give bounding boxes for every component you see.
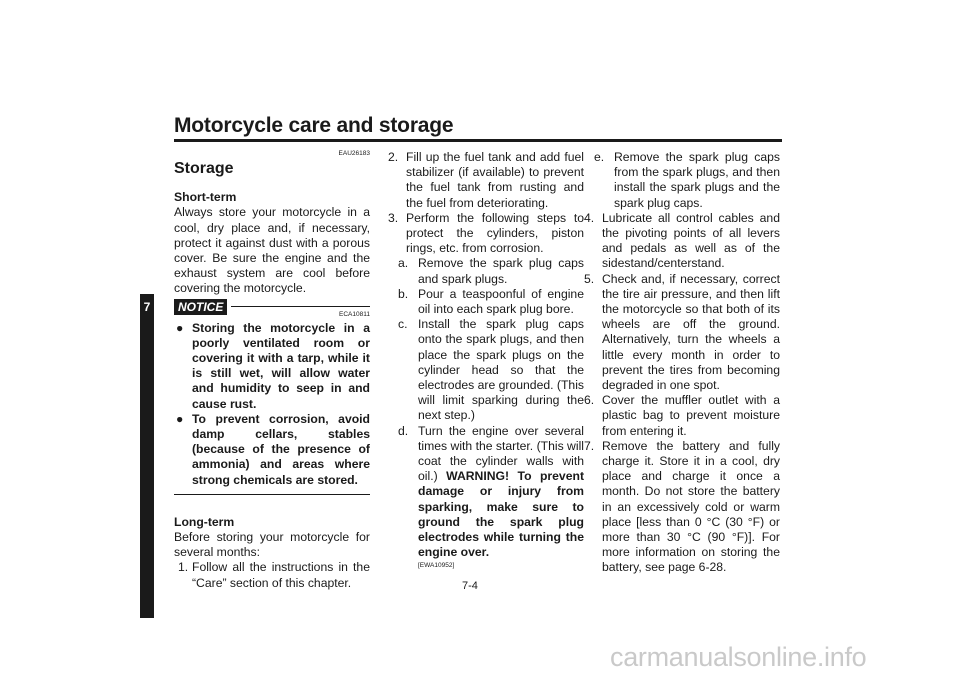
page-header-title: Motorcycle care and storage — [174, 114, 454, 137]
list-item: 3. Perform the following steps to protect the cylinders, piston rings, etc. from corrosion. — [388, 210, 584, 256]
column-1 — [174, 150, 370, 591]
page-number: 7-4 — [462, 580, 478, 592]
chapter-tab-number: 7 — [143, 300, 151, 314]
list-item: 4. Lubricate all control cables and the pivoting points of all levers and pedals as well as of the sidestand/centerstand. — [584, 210, 780, 271]
list-item: 2. Fill up the fuel tank and add fuel stabilizer (if available) to prevent the fuel tank from rusting and the fuel from deteriorating. — [388, 150, 584, 210]
notice-bullet: ● Storing the motorcycle in a poorly ventilated room or covering it with a tarp, while it is still wet, will allow water and humidity to seep in and cause rust. — [176, 320, 370, 411]
bullet-icon: ● — [176, 320, 184, 335]
long-term-heading: Long-term — [174, 514, 235, 529]
sub-list-item: a. Remove the spark plug caps and spark plugs. — [398, 256, 584, 286]
header-rule — [174, 139, 782, 142]
section-code: EAU26183 — [338, 150, 370, 157]
section-title: Storage — [174, 160, 234, 177]
notice-bullet: ● To prevent corrosion, avoid damp cellars, stables (because of the presence of ammonia) and areas where strong chemicals are stored. — [176, 411, 370, 487]
sub-list-item: e. Remove the spark plug caps from the spark plugs, and then install the spark plugs and the spark plug caps. — [594, 150, 780, 210]
watermark: carmanualsonline.info — [610, 642, 867, 672]
notice-code: ECA10811 — [339, 310, 370, 318]
warning-text: WARNING! To prevent damage or injury from sparking, make sure to ground the spark plug electrodes while turning the engine over. — [418, 469, 584, 560]
column-3 — [584, 150, 780, 576]
short-term-text: Always store your motorcycle in a cool, dry place and, if necessary, protect it against dust with a porous cover. Be sure the engine and the exhaust system are cool before covering the motorcycle. — [174, 205, 370, 296]
list-item: 6. Cover the muffler outlet with a plastic bag to prevent moisture from entering it. — [584, 393, 780, 438]
warning-code: [EWA10952] — [418, 562, 455, 570]
column-2 — [388, 150, 584, 570]
notice-rule — [231, 306, 370, 307]
chapter-tab — [140, 294, 154, 618]
list-item: 7. Remove the battery and fully charge it. Store it in a cool, dry place and charge it once a month. Do not store the battery in an excessively cold or warm place [less than 0 °C (30 °F) or more than 30 °C (90 °F)]. For more information on storing the battery, see page 6-28. — [584, 438, 780, 575]
sub-list-item: d. Turn the engine over several times with the starter. (This will coat the cylinder walls with oil.) WARNING! To prevent damage or injury from sparking, make sure to ground the spark plug electrodes while turning the engine over. [EWA10952] — [398, 423, 584, 570]
long-term-intro: Before storing your motorcycle for several months: — [174, 530, 370, 560]
short-term-heading: Short-term — [174, 190, 237, 205]
notice-box — [174, 321, 370, 495]
sub-list-item: b. Pour a teaspoonful of engine oil into each spark plug bore. — [398, 286, 584, 317]
notice-badge: NOTICE — [174, 299, 227, 315]
list-item: 5. Check and, if necessary, correct the tire air pressure, and then lift the motorcycle so that both of its wheels are off the ground. Alternatively, turn the wheels a little every month in order to prevent the tires from becoming degraded in one spot. — [584, 271, 780, 393]
sub-list-item: c. Install the spark plug caps onto the spark plugs, and then place the spark plugs on the cylinder head so that the electrodes are grounded. (This will limit sparking during the next step.) — [398, 317, 584, 423]
list-item: 1. Follow all the instructions in the “Care” section of this chapter. — [178, 560, 370, 590]
bullet-icon: ● — [176, 411, 184, 426]
